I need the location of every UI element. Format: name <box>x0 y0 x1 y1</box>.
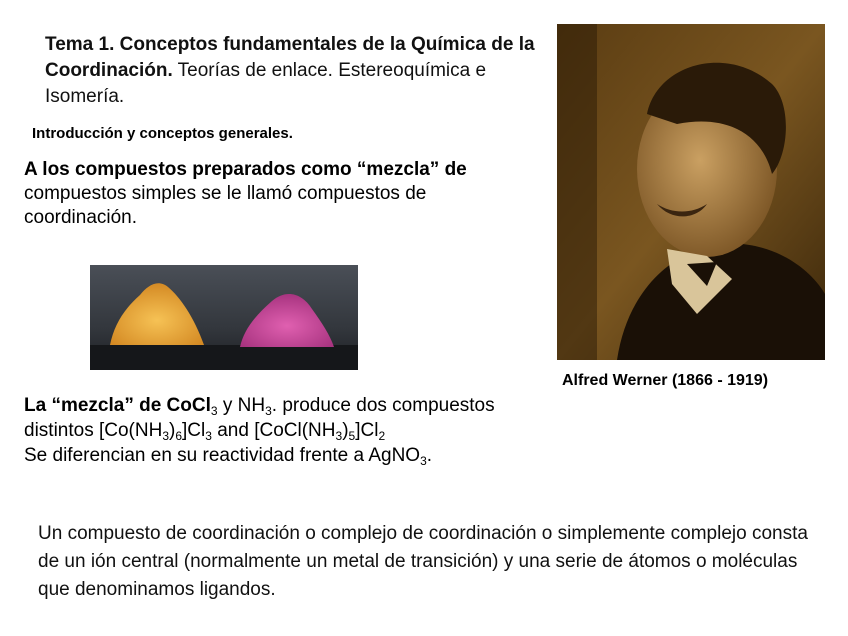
para2-line3-end: . <box>426 445 433 466</box>
crystals-photo <box>90 265 358 370</box>
para2-sub: 3 <box>205 429 212 443</box>
para2-bold: La “mezcla” de CoCl <box>24 395 211 416</box>
slide-title <box>45 32 545 110</box>
para2-sub: 5 <box>348 429 356 443</box>
werner-portrait <box>557 24 825 360</box>
para2-text: ) <box>169 420 176 441</box>
title-regular: Teorías de enlace. Estereoquímica e Isomería. <box>45 60 487 107</box>
para2-sub: 3 <box>210 404 218 418</box>
paragraph-mezcla <box>24 158 524 230</box>
para2-text: and [CoCl(NH <box>211 420 336 441</box>
para2-sub: 3 <box>265 404 272 418</box>
para1-regular: compuestos simples se le llamó compuestos de coordinación. <box>24 183 427 228</box>
title-bold: Tema 1. Conceptos fundamentales de la Química de la Coordinación. <box>45 34 535 81</box>
portrait-caption: Alfred Werner (1866 - 1919) <box>562 372 769 389</box>
para2-text: ]Cl <box>355 420 379 441</box>
para2-text: ) <box>342 420 349 441</box>
paragraph-definition: Un compuesto de coordinación o complejo de coordinación o simplemente complejo consta de un ión central (normalmente un metal de transición) y una serie de átomos o moléculas que denominamos ligandos. <box>38 523 808 600</box>
para2-text: y NH <box>217 395 266 416</box>
para2-text: . produce dos compuestos distintos [Co(NH <box>24 395 495 441</box>
intro-heading: Introducción y conceptos generales. <box>32 125 293 142</box>
para1-bold: A los compuestos preparados como “mezcla” de <box>24 159 467 180</box>
paragraph-reaction <box>24 393 564 468</box>
para2-sub: 6 <box>175 429 183 443</box>
para2-sub: 3 <box>420 454 427 468</box>
para2-line3: Se diferencian en su reactividad frente a AgNO <box>24 445 421 466</box>
para2-sub: 3 <box>335 429 343 443</box>
para2-text: ]Cl <box>182 420 206 441</box>
para2-sub: 2 <box>378 429 386 443</box>
para2-sub: 3 <box>162 429 170 443</box>
